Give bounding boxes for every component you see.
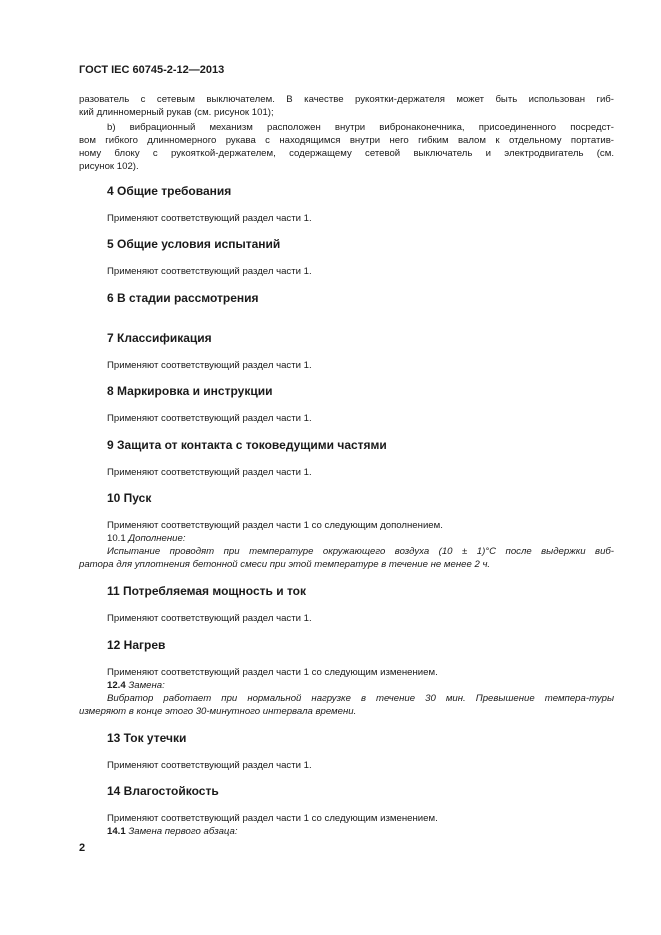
subsection-number: 10.1 xyxy=(107,533,126,544)
section-13-text: Применяют соответствующий раздел части 1. xyxy=(107,760,312,771)
subsection-number: 14.1 xyxy=(107,826,126,837)
subsection-number: 12.4 xyxy=(107,680,126,691)
section-10-body-line: ратора для уплотнения бетонной смеси при этой температуре в течение не менее 2 ч. xyxy=(79,559,491,570)
section-11-text: Применяют соответствующий раздел части 1. xyxy=(107,613,312,624)
section-4-text: Применяют соответствующий раздел части 1. xyxy=(107,213,312,224)
section-7-heading: 7 Классификация xyxy=(107,331,212,345)
intro-line: рисунок 102). xyxy=(79,161,139,172)
section-10-heading: 10 Пуск xyxy=(107,491,152,505)
section-10-body-line: Испытание проводят при температуре окружающего воздуха (10 ± 1)°С после выдержки виб- xyxy=(107,546,614,557)
intro-line: разователь с сетевым выключателем. В качестве рукоятки-держателя может быть использован гиб- xyxy=(79,94,614,105)
section-6-heading: 6 В стадии рассмотрения xyxy=(107,291,259,305)
section-12-body-line: Вибратор работает при нормальной нагрузке в течение 30 мин. Превышение темпера-туры xyxy=(107,693,614,704)
section-5-heading: 5 Общие условия испытаний xyxy=(107,237,281,251)
section-7-text: Применяют соответствующий раздел части 1. xyxy=(107,360,312,371)
intro-line: ному блоку с рукояткой-держателем, содержащему сетевой выключатель и электродвигатель (см. xyxy=(79,148,614,159)
section-12-heading: 12 Нагрев xyxy=(107,638,166,652)
section-12-text: Применяют соответствующий раздел части 1 со следующим изменением. xyxy=(107,667,438,678)
section-13-heading: 13 Ток утечки xyxy=(107,731,187,745)
section-9-text: Применяют соответствующий раздел части 1. xyxy=(107,467,312,478)
subsection-label: Дополнение: xyxy=(128,533,186,544)
intro-line: b) вибрационный механизм расположен внутри вибронаконечника, присоединенного посредст- xyxy=(107,122,614,133)
section-14-text: Применяют соответствующий раздел части 1 со следующим изменением. xyxy=(107,813,438,824)
subsection-10-1 xyxy=(107,532,186,545)
section-5-text: Применяют соответствующий раздел части 1. xyxy=(107,266,312,277)
page-number: 2 xyxy=(79,842,86,854)
subsection-14-1 xyxy=(107,825,238,838)
section-4-heading: 4 Общие требования xyxy=(107,184,232,198)
subsection-12-4 xyxy=(107,679,165,692)
section-8-heading: 8 Маркировка и инструкции xyxy=(107,384,273,398)
section-8-text: Применяют соответствующий раздел части 1. xyxy=(107,413,312,424)
section-11-heading: 11 Потребляемая мощность и ток xyxy=(107,584,307,598)
document-header: ГОСТ IEC 60745-2-12—2013 xyxy=(79,64,225,76)
section-14-heading: 14 Влагостойкость xyxy=(107,784,219,798)
subsection-label: Замена первого абзаца: xyxy=(128,826,238,837)
section-9-heading: 9 Защита от контакта с токоведущими частями xyxy=(107,438,387,452)
subsection-label: Замена: xyxy=(128,680,165,691)
intro-line: кий длинномерный рукав (см. рисунок 101); xyxy=(79,107,274,118)
section-10-text: Применяют соответствующий раздел части 1 со следующим дополнением. xyxy=(107,520,443,531)
section-12-body-line: измеряют в конце этого 30-минутного интервала времени. xyxy=(79,706,357,717)
intro-line: вом гибкого длинномерного рукава с находящимся внутри него гибким валом к отдельному портатив- xyxy=(79,135,614,146)
